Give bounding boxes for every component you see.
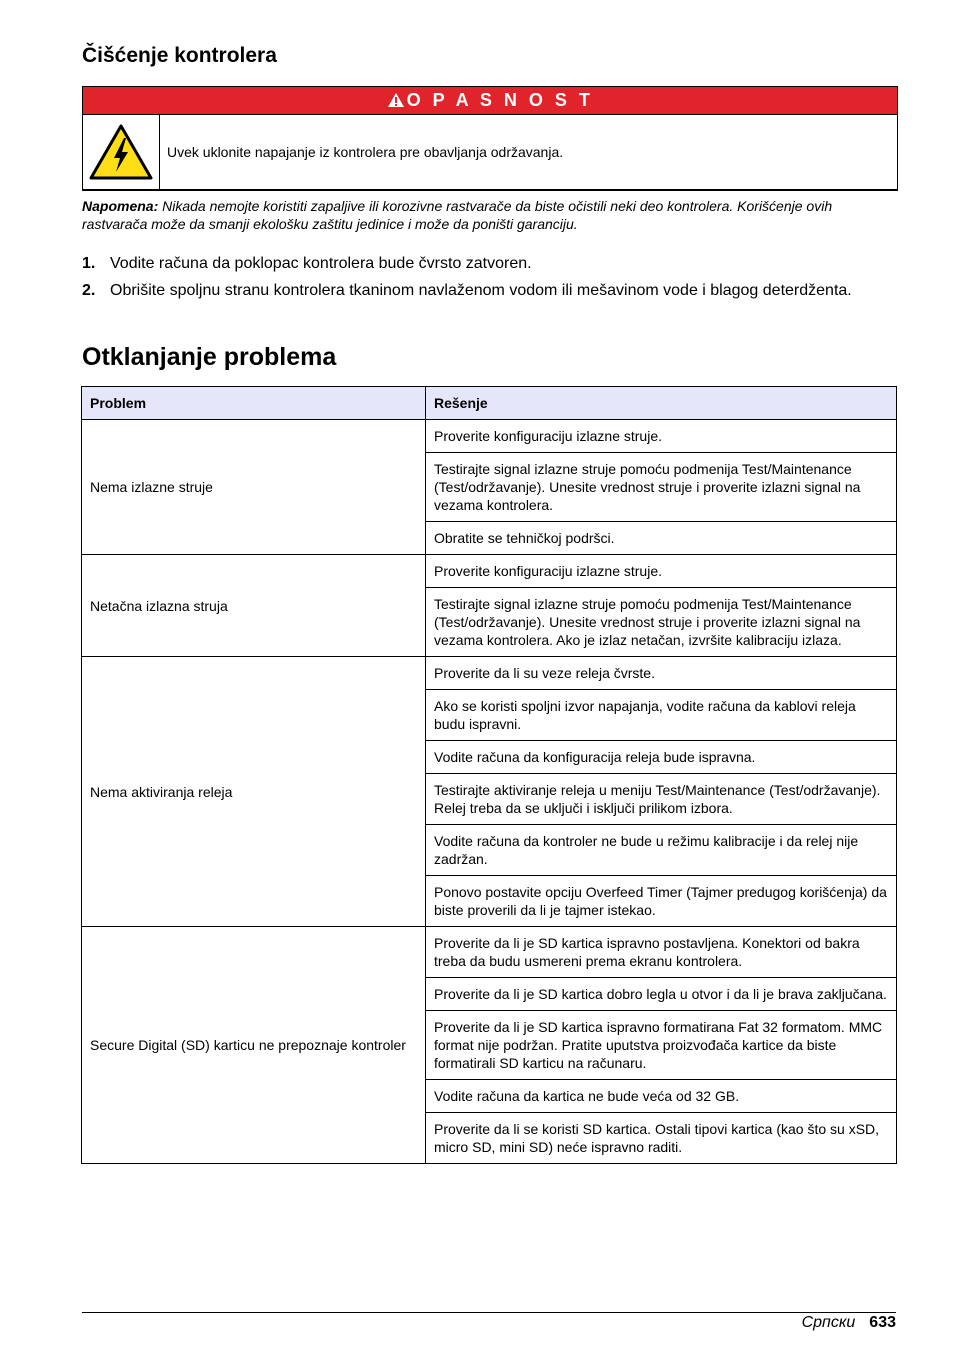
step-number: 2. [82,282,96,299]
table-row [82,555,897,588]
solution-cell: Vodite računa da kontroler ne bude u režimu kalibracije i da relej nije zadržan. [426,825,897,876]
solution-cell: Vodite računa da kartica ne bude veća od 32 GB. [426,1080,897,1113]
solution-cell: Testirajte aktiviranje releja u meniju Test/Maintenance (Test/održavanje). Relej treba da se uključi i isključi prilikom izbora. [426,774,897,825]
table-row [82,657,897,690]
step [82,254,882,274]
problem-cell: Netačna izlazna struja [82,555,426,657]
section-title-troubleshooting: Otklanjanje problema [82,343,337,371]
problem-cell: Nema izlazne struje [82,420,426,555]
warning-triangle-icon [387,92,405,108]
section-title-cleaning: Čišćenje kontrolera [82,44,277,67]
table-header-row [82,387,897,420]
solution-cell: Proverite konfiguraciju izlazne struje. [426,420,897,453]
step-text: Vodite računa da poklopac kontrolera bude čvrsto zatvoren. [110,255,532,272]
column-header-problem: Problem [82,387,426,420]
danger-text: Uvek uklonite napajanje iz kontrolera pre obavljanja održavanja. [167,144,564,160]
solution-cell: Vodite računa da konfiguracija releja bude ispravna. [426,741,897,774]
column-header-solution: Rešenje [426,387,897,420]
solution-cell: Testirajte signal izlazne struje pomoću podmenija Test/Maintenance (Test/održavanje). Unesite vrednost struje i proverite izlazni signal na vezama kontrolera. [426,453,897,522]
table-row [82,420,897,453]
solution-cell: Proverite da li je SD kartica ispravno formatirana Fat 32 formatom. MMC format nije podržan. Pratite uputstva proizvođača kartice da biste formatirali SD karticu na računaru. [426,1011,897,1080]
danger-box [82,86,898,191]
solution-cell: Proverite da li se koristi SD kartica. Ostali tipovi kartica (kao što su xSD, micro SD, mini SD) neće ispravno raditi. [426,1113,897,1164]
electrical-hazard-icon [89,124,153,180]
note-label: Napomena: [82,198,159,214]
solution-cell: Proverite da li je SD kartica dobro legla u otvor i da li je brava zaključana. [426,978,897,1011]
solution-cell: Testirajte signal izlazne struje pomoću podmenija Test/Maintenance (Test/održavanje). Unesite vrednost struje i proverite izlazni signal na vezama kontrolera. Ako je izlaz netačan, izvršite kalibraciju izlaza. [426,588,897,657]
table-row [82,927,897,978]
problem-cell: Secure Digital (SD) karticu ne prepoznaje kontroler [82,927,426,1164]
hazard-icon-cell [83,115,160,189]
troubleshooting-table [81,386,897,1164]
danger-header [83,87,897,115]
footer-language: Српски [801,1314,856,1331]
solution-cell: Proverite da li su veze releja čvrste. [426,657,897,690]
step [82,281,882,301]
footer-divider [82,1312,896,1313]
note [82,197,882,233]
solution-cell: Proverite da li je SD kartica ispravno postavljena. Konektori od bakra treba da budu usmereni prema ekranu kontrolera. [426,927,897,978]
solution-cell: Proverite konfiguraciju izlazne struje. [426,555,897,588]
page-footer [802,1313,896,1333]
problem-cell: Nema aktiviranja releja [82,657,426,927]
step-text: Obrišite spoljnu stranu kontrolera tkaninom navlaženom vodom ili mešavinom vode i blagog deterdženta. [110,282,852,299]
step-number: 1. [82,255,96,272]
note-text: Nikada nemojte koristiti zapaljive ili korozivne rastvarače da biste očistili neki deo kontrolera. Korišćenje ovih rastvarača može da smanji ekološku zaštitu jedinice i može da poništi garanciju. [82,198,833,232]
solution-cell: Obratite se tehničkoj podršci. [426,522,897,555]
solution-cell: Ako se koristi spoljni izvor napajanja, vodite računa da kablovi releja budu ispravni. [426,690,897,741]
solution-cell: Ponovo postavite opciju Overfeed Timer (Tajmer predugog korišćenja) da biste proverili da li je tajmer istekao. [426,876,897,927]
page-number: 633 [869,1314,896,1331]
cleaning-steps [82,254,882,308]
danger-label: O P A S N O S T [406,90,594,110]
